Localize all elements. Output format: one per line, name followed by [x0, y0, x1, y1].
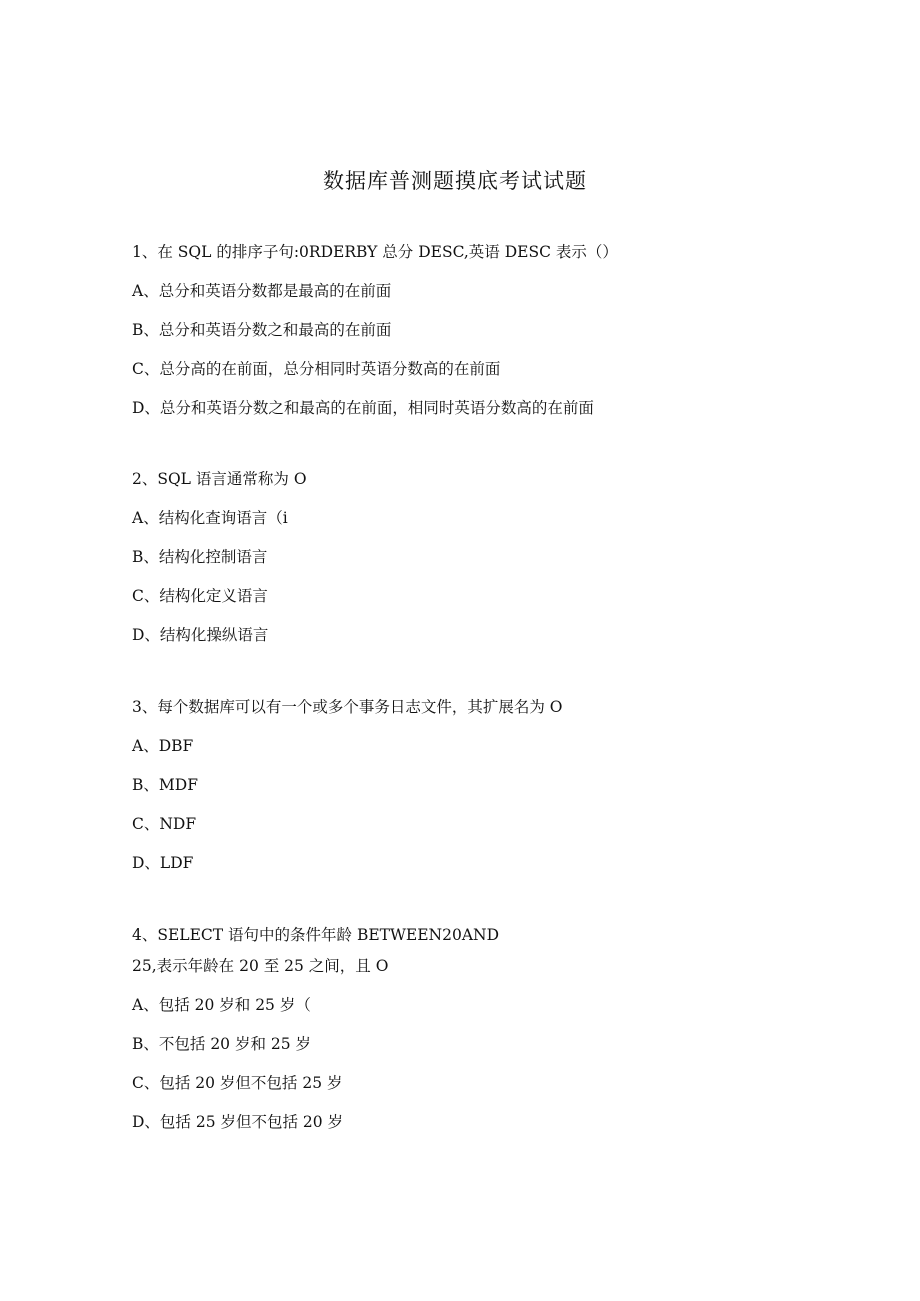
page-title: 数据库普测题摸底考试试题 [323, 169, 587, 193]
option-a: A、结构化查询语言（i [132, 509, 288, 527]
question-stem [132, 920, 792, 982]
option-a: A、包括 20 岁和 25 岁（ [132, 996, 311, 1014]
question-stem: 2、SQL 语言通常称为 O [132, 470, 307, 488]
option-d: D、包括 25 岁但不包括 20 岁 [132, 1113, 344, 1131]
option-d: D、总分和英语分数之和最高的在前面，相同时英语分数高的在前面 [132, 399, 594, 417]
option-c: C、NDF [132, 815, 197, 833]
question-1 [132, 237, 792, 424]
option-d: D、LDF [132, 854, 194, 872]
question-stem-line-1: 4、SELECT 语句中的条件年龄 BETWEEN20AND [132, 926, 500, 944]
option-c: C、总分高的在前面，总分相同时英语分数高的在前面 [132, 360, 501, 378]
question-stem-line-2: 25,表示年龄在 20 至 25 之间，且 O [132, 957, 389, 975]
question-3 [132, 692, 792, 879]
option-b: B、不包括 20 岁和 25 岁 [132, 1035, 312, 1053]
option-b: B、结构化控制语言 [132, 548, 268, 566]
option-a: A、DBF [132, 737, 194, 755]
question-stem: 1、在 SQL 的排序子句:0RDERBY 总分 DESC,英语 DESC 表示（） [132, 243, 618, 261]
question-2 [132, 464, 792, 651]
option-c: C、结构化定义语言 [132, 587, 268, 605]
option-c: C、包括 20 岁但不包括 25 岁 [132, 1074, 343, 1092]
option-a: A、总分和英语分数都是最高的在前面 [132, 282, 392, 300]
option-d: D、结构化操纵语言 [132, 626, 269, 644]
question-stem: 3、每个数据库可以有一个或多个事务日志文件，其扩展名为 O [132, 698, 563, 716]
option-b: B、总分和英语分数之和最高的在前面 [132, 321, 392, 339]
option-b: B、MDF [132, 776, 198, 794]
question-4 [132, 920, 792, 1138]
